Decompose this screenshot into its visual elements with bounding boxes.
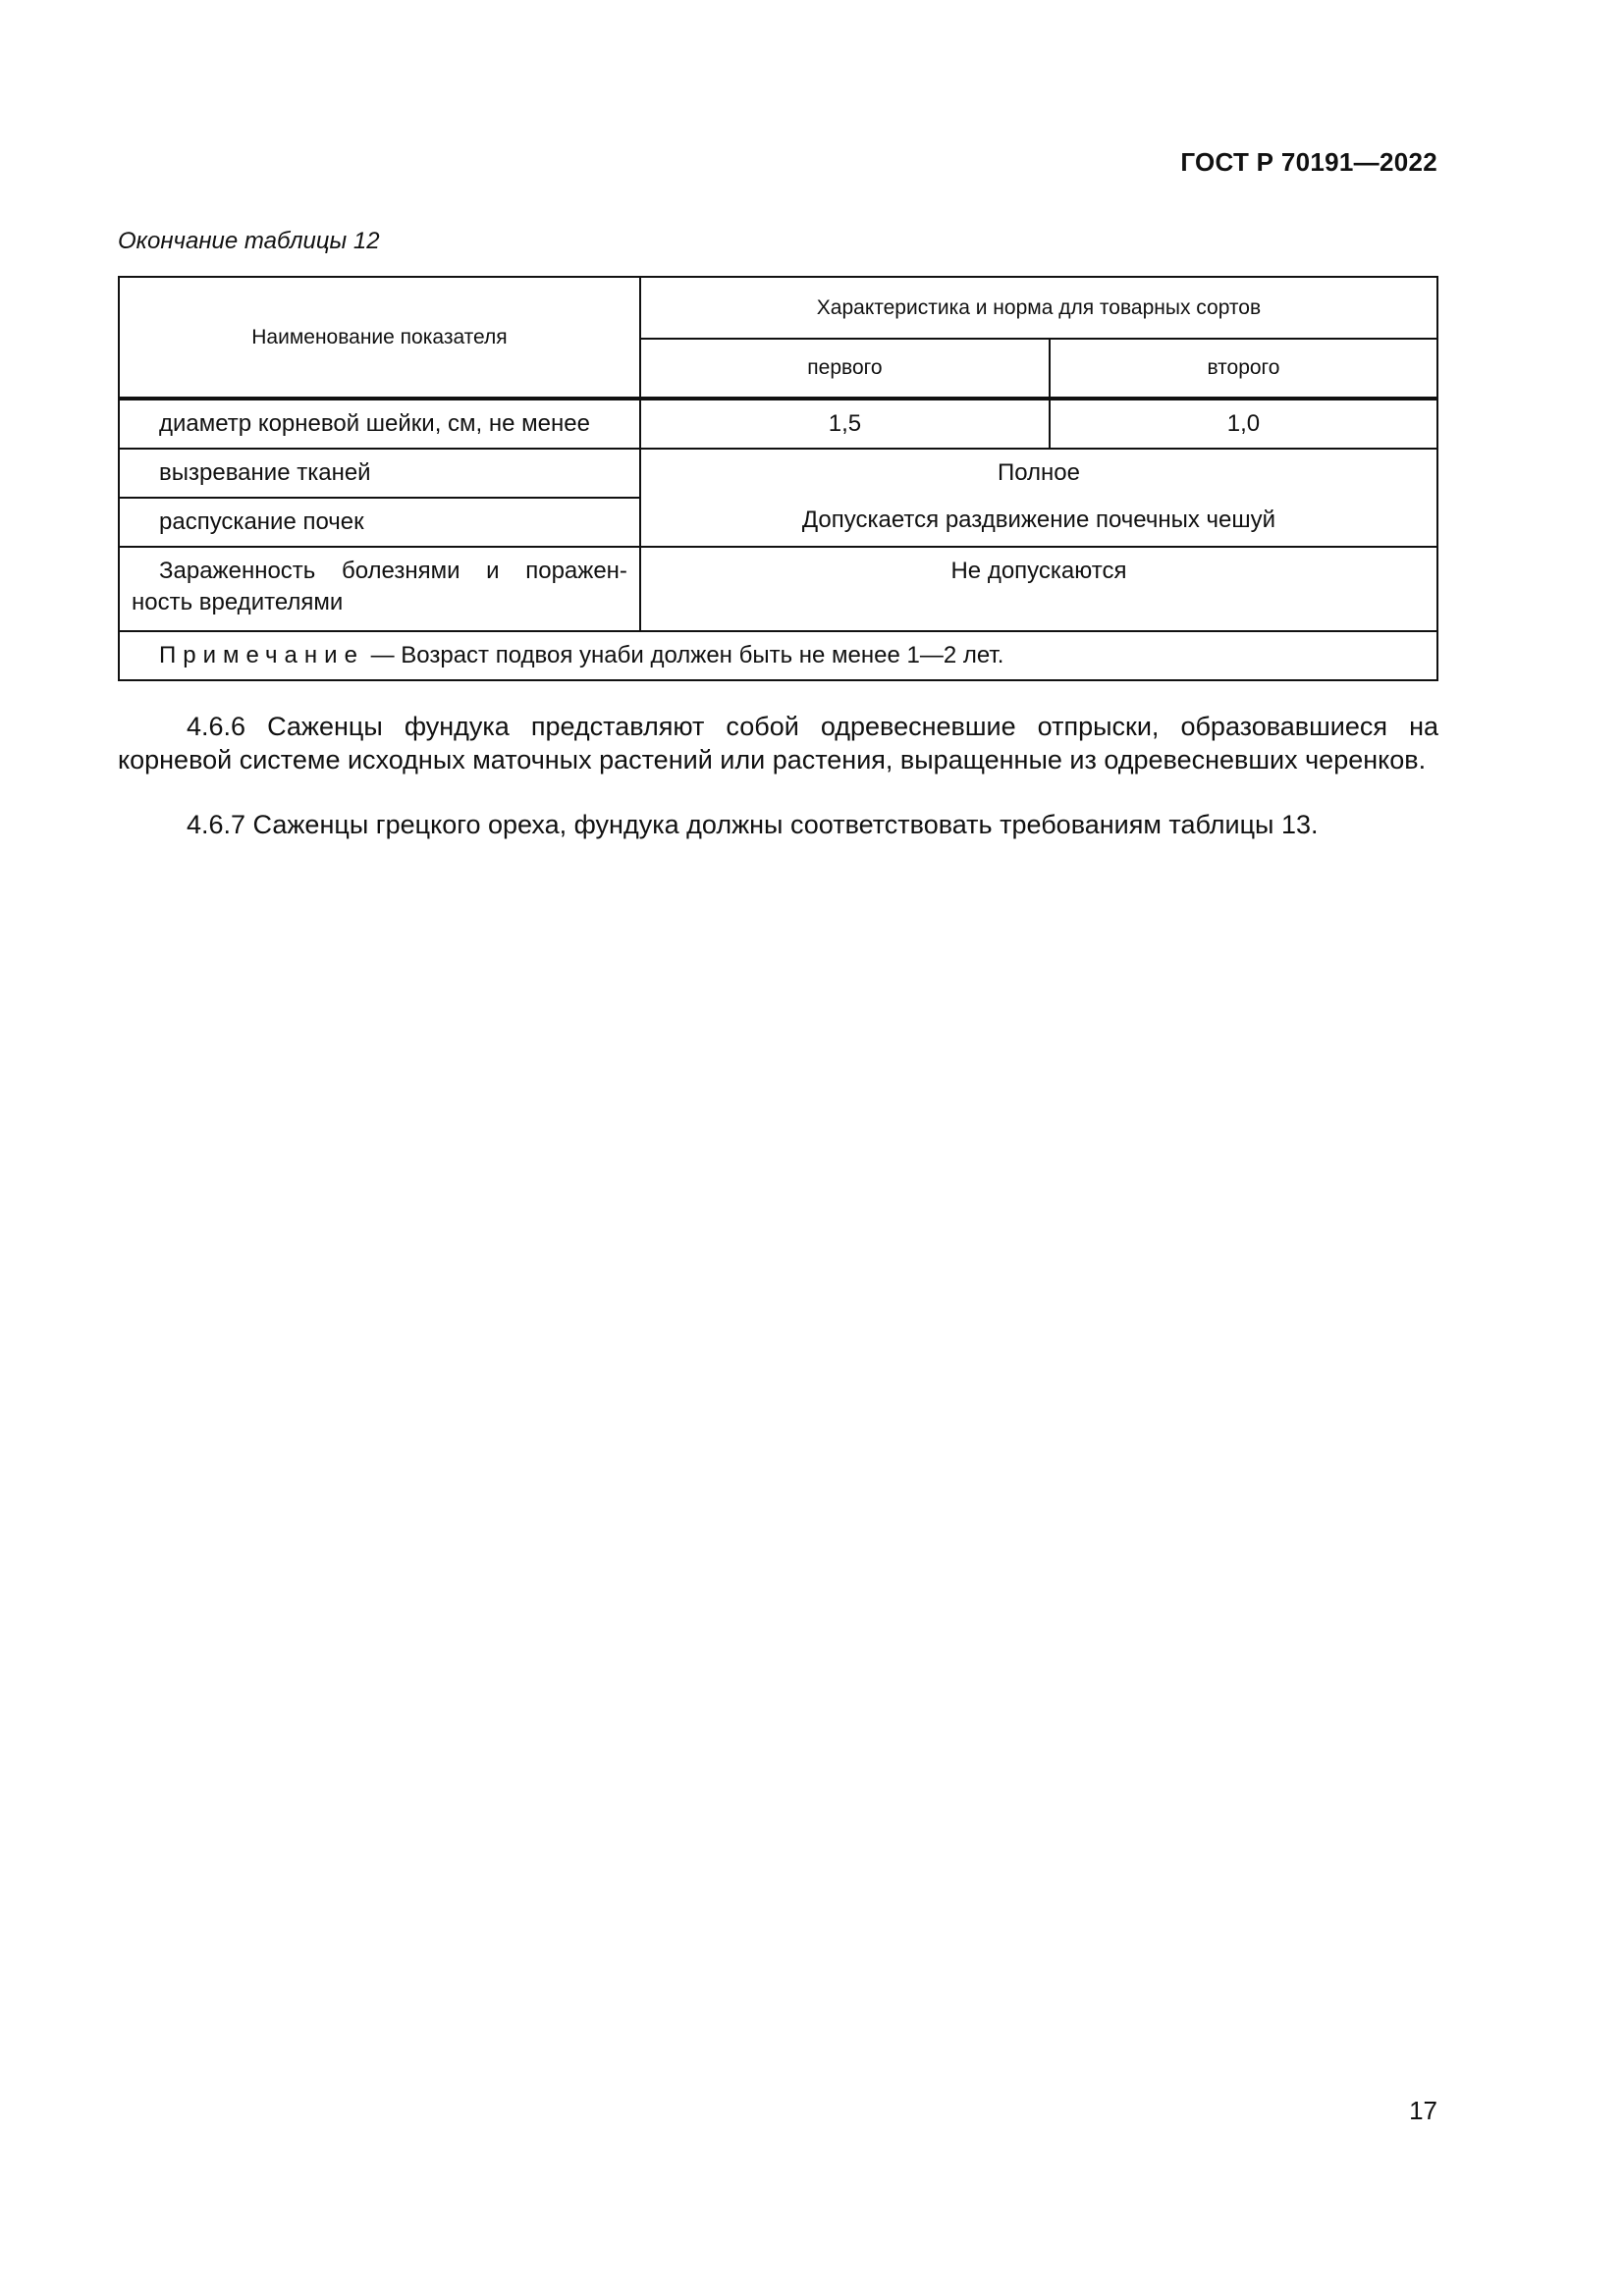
row-name: распускание почек (119, 498, 640, 547)
requirements-table (118, 276, 1438, 681)
table-note-row (119, 631, 1437, 680)
note-label: Примечание (159, 642, 364, 668)
document-code: ГОСТ Р 70191—2022 (1180, 147, 1437, 177)
row-second-value: 1,0 (1050, 400, 1437, 449)
row-first-value: 1,5 (640, 400, 1050, 449)
row-value: Не допускаются (640, 547, 1437, 631)
table-row (119, 547, 1437, 631)
table-note (119, 631, 1437, 680)
header-grade-group: Характеристика и норма для товарных сортов (640, 277, 1437, 339)
row-name: диаметр корневой шейки, см, не менее (119, 400, 640, 449)
row-merged-values (640, 449, 1437, 547)
row-value: Допускается раздвижение почечных чешуй (801, 507, 1276, 533)
header-second-grade: второго (1050, 339, 1437, 398)
row-value: Полное (997, 459, 1080, 486)
page-number: 17 (1409, 2096, 1437, 2125)
note-text: — Возраст подвоя унаби должен быть не менее 1—2 лет. (363, 642, 1004, 668)
table-row (119, 449, 1437, 498)
paragraph-4-6-7: 4.6.7 Саженцы грецкого ореха, фундука должны соответствовать требованиям таблицы 13. (187, 810, 1319, 839)
table-caption: Окончание таблицы 12 (118, 228, 380, 254)
row-name-line2: ность вредителями (132, 589, 344, 615)
table-row (119, 400, 1437, 449)
header-first-grade: первого (640, 339, 1050, 398)
row-name-line1: Зараженность болезнями и поражен- (159, 558, 627, 584)
header-indicator: Наименование показателя (119, 277, 640, 398)
paragraph-4-6-6: 4.6.6 Саженцы фундука представляют собой одревесневшие отпрыски, образовавшиеся на корневой системе исходных маточных растений или растения, выращенные из одревесневших черенков. (118, 712, 1438, 774)
row-name (119, 547, 640, 631)
row-name: вызревание тканей (119, 449, 640, 498)
